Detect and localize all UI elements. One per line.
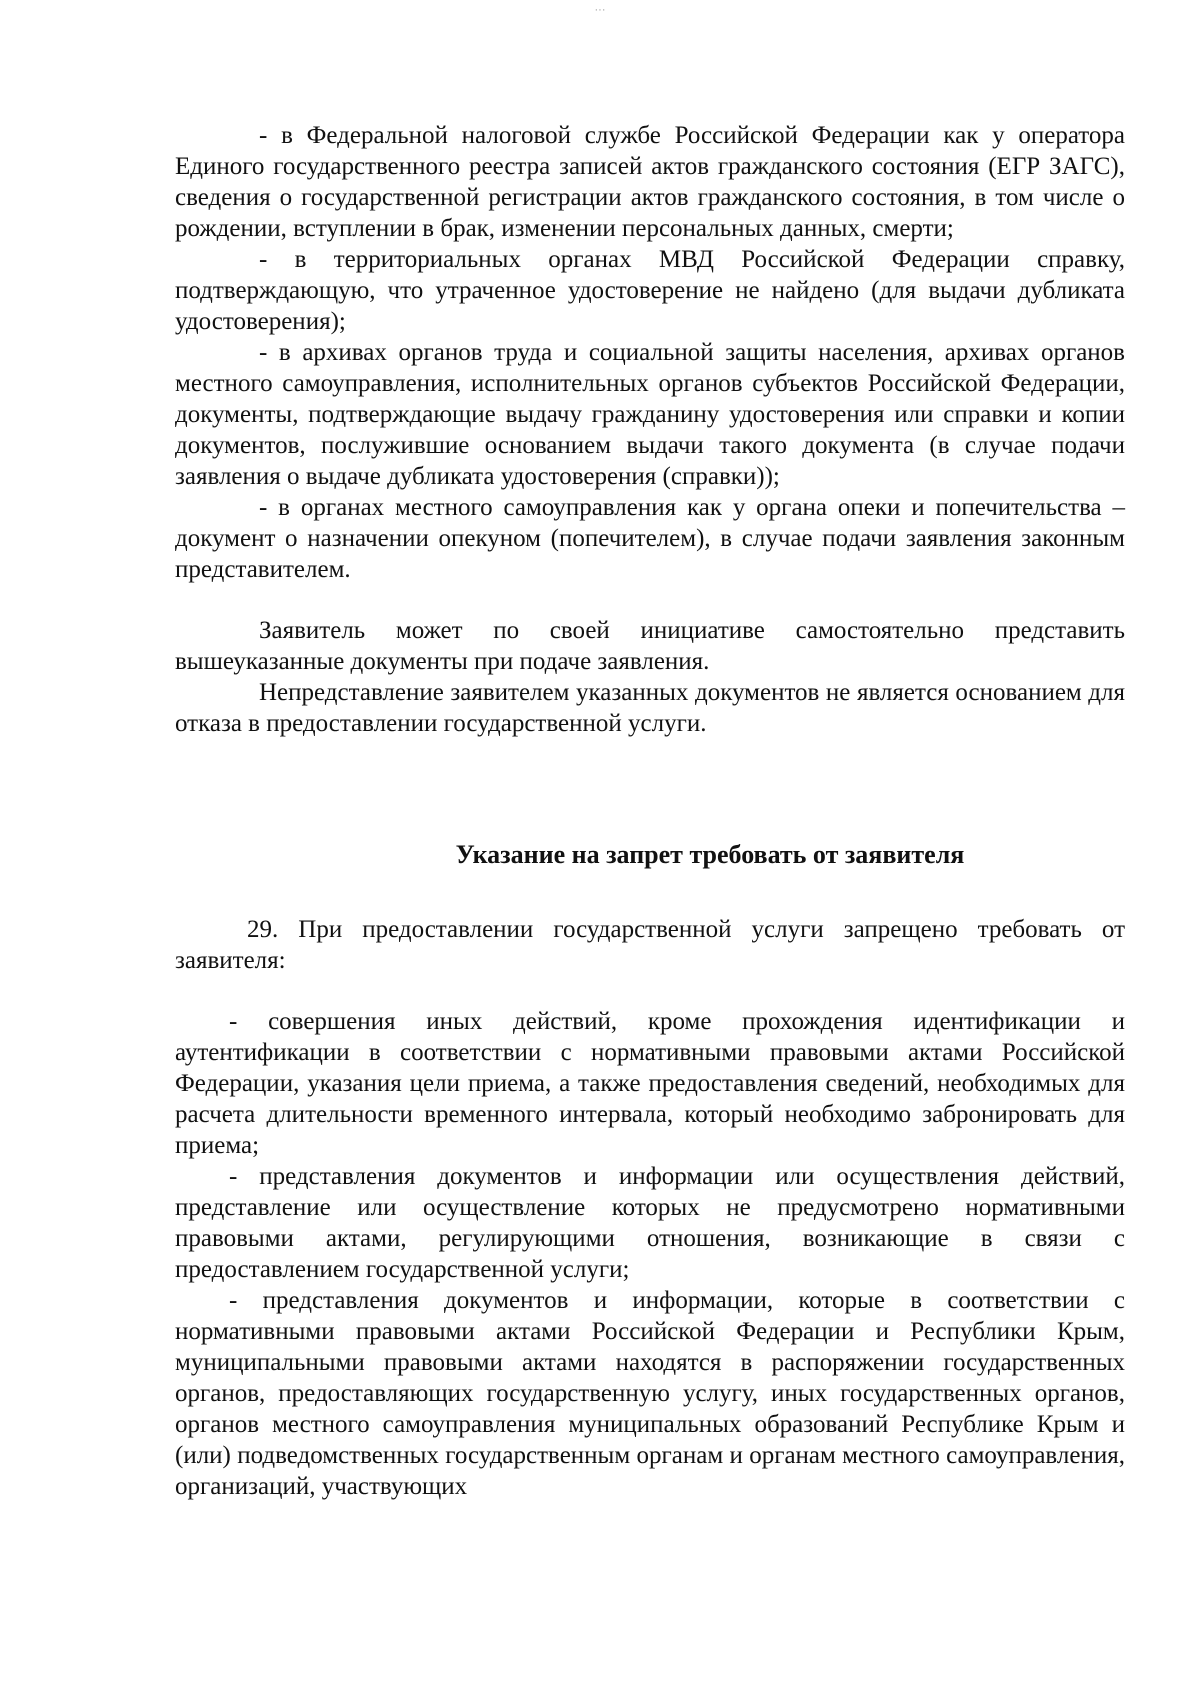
spacer [175, 976, 1125, 1006]
section-heading: Указание на запрет требовать от заявителя [455, 840, 965, 869]
paragraph-non-submission: Непредставление заявителем указанных документов не является основанием для отказа в предоставлении государственной услуги. [175, 679, 1125, 737]
spacer [175, 870, 1125, 914]
prohibition-item: - представления документов и информации, которые в соответствии с нормативными правовыми актами Российской Федерации и Республики Крым, муниципальными правовыми актами находятся в распоряжении государственных органов, предоставляющих государственную услугу, иных государственных органов, органов местного самоуправления муниципальных образований Республике Крым и (или) подведомственных государственным органам и органам местного самоуправления, организаций, участвующих [175, 1287, 1125, 1500]
prohibition-item: - представления документов и информации или осуществления действий, представление или осуществление которых не предусмотрено нормативными правовыми актами, регулирующими отношения, возникающие в связи с предоставлением государственной услуги; [175, 1163, 1125, 1283]
document-body [175, 120, 1125, 1502]
page-mark: ··· [594, 4, 606, 16]
paragraph-fns: - в Федеральной налоговой службе Российской Федерации как у оператора Единого государственного реестра записей актов гражданского состояния (ЕГР ЗАГС), сведения о государственной регистрации актов гражданского состояния, в том числе о рождении, вступлении в брак, изменении персональных данных, смерти; [175, 122, 1125, 242]
paragraph-archives: - в архивах органов труда и социальной защиты населения, архивах органов местного самоуправления, исполнительных органов субъектов Российской Федерации, документы, подтверждающие выдачу гражданину удостоверения или справки и копии документов, послужившие основанием выдачи такого документа (в случае подачи заявления о выдаче дубликата удостоверения (справки)); [175, 339, 1125, 490]
paragraph-applicant-initiative: Заявитель может по своей инициативе самостоятельно представить вышеуказанные документы при подаче заявления. [175, 617, 1125, 675]
spacer [175, 739, 1125, 839]
paragraph-guardianship: - в органах местного самоуправления как у органа опеки и попечительства – документ о назначении опекуном (попечителем), в случае подачи заявления законным представителем. [175, 494, 1125, 583]
clause-29: 29. При предоставлении государственной услуги запрещено требовать от заявителя: [175, 916, 1125, 974]
spacer [175, 585, 1125, 615]
prohibition-item: - совершения иных действий, кроме прохождения идентификации и аутентификации в соответствии с нормативными правовыми актами Российской Федерации, указания цели приема, а также предоставления сведений, необходимых для расчета длительности временного интервала, который необходимо забронировать для приема; [175, 1008, 1125, 1159]
paragraph-mvd: - в территориальных органах МВД Российской Федерации справку, подтверждающую, что утраченное удостоверение не найдено (для выдачи дубликата удостоверения); [175, 246, 1125, 335]
